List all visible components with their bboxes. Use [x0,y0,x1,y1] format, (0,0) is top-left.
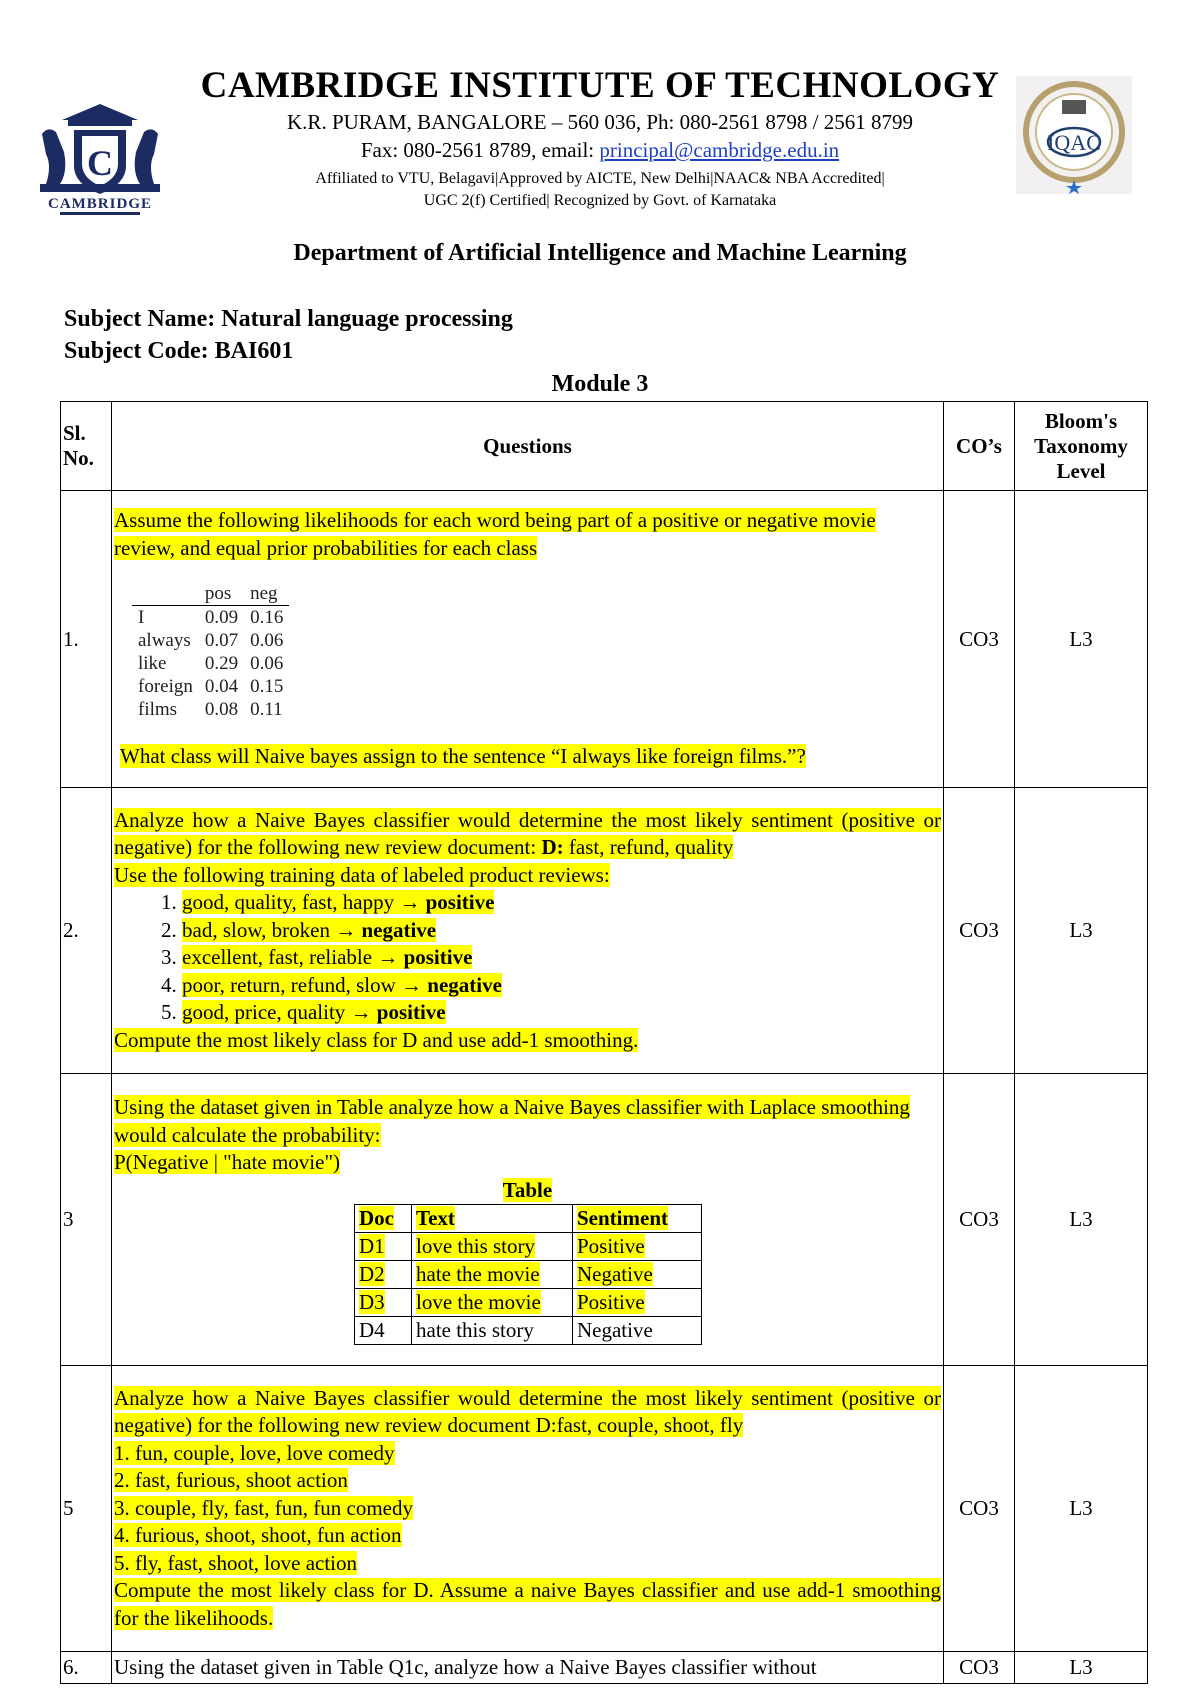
sentiment-value: Positive [577,1234,645,1258]
word: like [138,653,167,675]
subject-code: Subject Code: BAI601 [64,338,294,364]
doc-text: D2 [359,1262,385,1286]
doc-cell [355,1233,412,1261]
q2-closing: Compute the most likely class for D and use add-1 smoothing. [114,1027,639,1052]
header-doc [355,1205,412,1233]
item-label: positive [376,1000,446,1025]
list-item: 4. furious, shoot, shoot, fun action [114,1523,402,1548]
word: always [138,630,191,652]
q5-intro: Analyze how a Naive Bayes classifier would determine the most likely sentiment (positive or negative) for the following new review document D:fast, couple, shoot, fly [114,1385,941,1438]
affiliation-line-2: UGC 2(f) Certified| Recognized by Govt. of Karnataka [423,192,777,209]
neg-value: 0.16 [250,607,284,629]
level-cell: L3 [1015,491,1148,788]
sentiment-cell [573,1289,702,1317]
header-co: CO’s [944,402,1015,491]
likelihood-table [132,582,289,721]
likelihood-row [132,606,289,630]
list-item [182,889,941,917]
doc-text: D3 [359,1290,385,1314]
sentiment-cell [573,1261,702,1289]
list-item [182,944,941,972]
q1-question: What class will Naive bayes assign to the sentence “I always like foreign films.”? [120,744,806,769]
doc-cell [355,1261,412,1289]
table-header-row [61,402,1148,491]
question-cell [112,1074,944,1366]
neg-value: 0.15 [250,676,284,698]
pos-value: 0.09 [204,607,239,629]
svg-text:C: C [87,143,113,183]
question-cell [112,491,944,788]
list-item [182,917,941,945]
co-cell: CO3 [944,491,1015,788]
question-cell [112,788,944,1074]
q5-closing: Compute the most likely class for D. Assume a naive Bayes classifier and use add-1 smoothing for the likelihoods. [114,1578,941,1630]
item-text: good, price, quality → [182,1000,377,1025]
q2-d-text: fast, refund, quality [563,835,734,860]
question-row-3 [61,1074,1148,1366]
sentiment-value: Positive [577,1290,645,1314]
text-cell [412,1261,573,1289]
sl-cell: 2. [61,788,112,1074]
question-row-5 [61,1366,1148,1652]
svg-text:IQAC: IQAC [1047,130,1101,155]
cambridge-logo [34,100,166,218]
word: films [138,699,178,721]
email-link[interactable]: principal@cambridge.edu.in [599,138,840,162]
header-sentiment [573,1205,702,1233]
q2-d-label: D: [541,835,564,860]
table-row [355,1233,702,1261]
q1-intro: Assume the following likelihoods for each word being part of a positive or negative movie review, and equal prior probabilities for each class [114,508,876,560]
list-item: 3. couple, fly, fast, fun, fun comedy [114,1495,413,1520]
text-cell [412,1233,573,1261]
doc-cell [355,1289,412,1317]
likelihood-row [132,652,289,675]
sl-cell: 6. [61,1652,112,1684]
q3-dataset-table [354,1204,702,1345]
pos-value: 0.07 [204,630,239,652]
sl-cell: 1. [61,491,112,788]
svg-text:CAMBRIDGE: CAMBRIDGE [47,196,153,212]
level-cell: L3 [1015,788,1148,1074]
subject-name: Subject Name: Natural language processing [64,306,513,332]
col-neg: neg [244,582,289,606]
sentiment-cell: Negative [573,1317,702,1345]
likelihood-row [132,698,289,721]
neg-value: 0.11 [250,699,283,721]
address: K.R. PURAM, BANGALORE – 560 036, Ph: 080-2561 8798 / 2561 8799 [287,110,913,134]
q2-intro: Analyze how a Naive Bayes classifier would determine the most likely sentiment (positive or negative) for the following new review document: [114,807,941,860]
header-text: Text [416,1206,455,1230]
department-title: Department of Artificial Intelligence and Machine Learning [293,240,907,266]
item-label: positive [403,945,473,970]
likelihood-row [132,629,289,652]
table-row [355,1261,702,1289]
item-label: negative [427,972,502,997]
question-row-2 [61,788,1148,1074]
co-cell: CO3 [944,788,1015,1074]
fax: Fax: 080-2561 8789, email: [360,138,600,162]
level-cell: L3 [1015,1366,1148,1652]
q3-prob: P(Negative | "hate movie") [114,1150,341,1174]
sentiment-value: Negative [577,1262,653,1286]
module-title: Module 3 [551,371,649,397]
likelihood-row [132,675,289,698]
item-label: negative [361,917,437,942]
item-text: bad, slow, broken → [182,917,362,942]
text-value: hate the movie [416,1262,540,1286]
text-cell [412,1289,573,1317]
list-item: 1. fun, couple, love, love comedy [114,1440,395,1465]
sl-cell: 3 [61,1074,112,1366]
level-cell: L3 [1015,1074,1148,1366]
pos-value: 0.29 [204,653,239,675]
header-sl: Sl. No. [61,402,112,491]
word: foreign [138,676,193,698]
question-row-6 [61,1652,1148,1684]
q3-table-caption [114,1177,941,1205]
caption-text: Table [502,1177,553,1202]
questions-table [60,401,1148,1684]
sentiment-cell [573,1233,702,1261]
header-text [412,1205,573,1233]
header-text: Sentiment [577,1206,668,1230]
col-pos: pos [199,582,244,606]
neg-value: 0.06 [250,653,284,675]
q2-training-list [114,889,941,1027]
dataset-header [355,1205,702,1233]
affiliation-line-1: Affiliated to VTU, Belagavi|Approved by AICTE, New Delhi|NAAC& NBA Accredited| [315,170,885,187]
header-questions: Questions [112,402,944,491]
co-cell: CO3 [944,1074,1015,1366]
sl-cell: 5 [61,1366,112,1652]
fax-email [160,136,1040,164]
text-value: love the movie [416,1290,541,1314]
question-row-1 [61,491,1148,788]
co-cell: CO3 [944,1366,1015,1652]
level-cell: L3 [1015,1652,1148,1684]
q3-intro: Using the dataset given in Table analyze how a Naive Bayes classifier with Laplace smoothing would calculate the probability: [114,1095,910,1147]
letterhead [160,64,1040,212]
table-row [355,1289,702,1317]
word: I [138,607,145,629]
header-text: Doc [359,1206,394,1230]
pos-value: 0.08 [204,699,239,721]
likelihood-header [132,582,289,606]
text-value: love this story [416,1234,535,1258]
item-text: excellent, fast, reliable → [182,945,404,970]
table-row [355,1317,702,1345]
item-label: positive [425,890,495,915]
item-text: good, quality, fast, happy → [182,890,426,915]
list-item [182,999,941,1027]
item-text: poor, return, refund, slow → [182,972,428,997]
institute-name: CAMBRIDGE INSTITUTE OF TECHNOLOGY [200,65,1000,106]
list-item: 2. fast, furious, shoot action [114,1468,348,1493]
list-item [182,972,941,1000]
q2-training-intro: Use the following training data of labeled product reviews: [114,862,610,887]
pos-value: 0.04 [204,676,239,698]
list-item: 5. fly, fast, shoot, love action [114,1550,358,1575]
doc-text: D1 [359,1234,385,1258]
text-cell: hate this story [412,1317,573,1345]
question-cell [112,1366,944,1652]
co-cell: CO3 [944,1652,1015,1684]
neg-value: 0.06 [250,630,284,652]
header-bloom: Bloom's Taxonomy Level [1015,402,1148,491]
doc-cell: D4 [355,1317,412,1345]
question-cell: Using the dataset given in Table Q1c, analyze how a Naive Bayes classifier without [112,1652,944,1684]
